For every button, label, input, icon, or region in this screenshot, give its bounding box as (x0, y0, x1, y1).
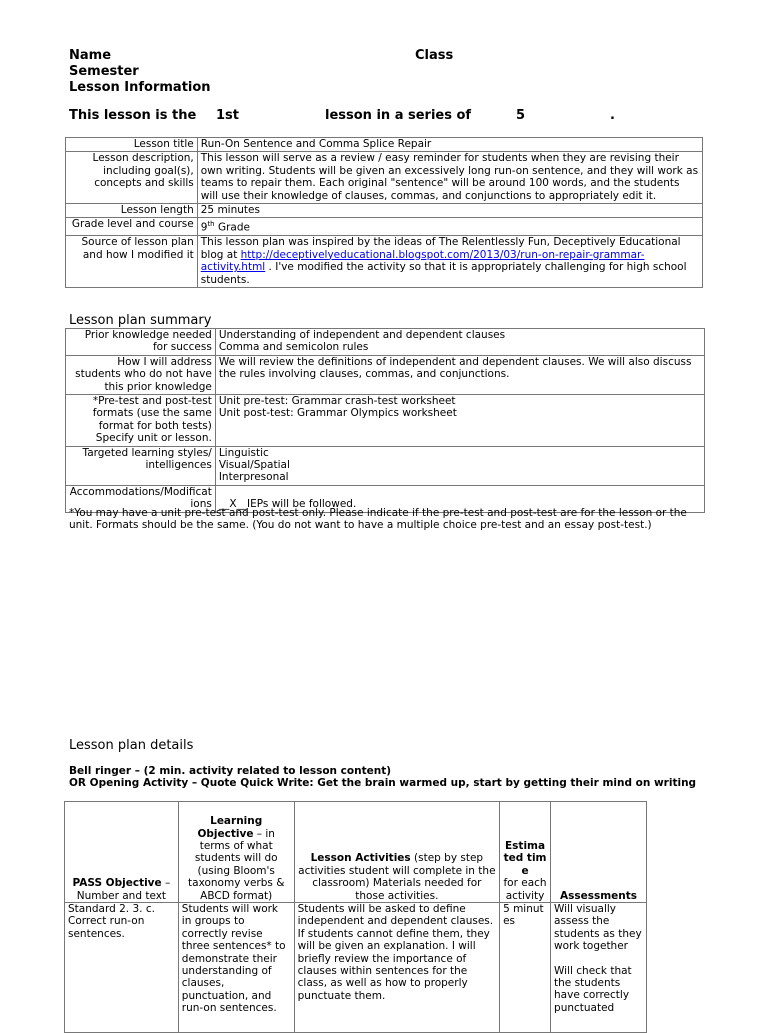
summary-table (65, 328, 705, 513)
lesson-information-heading: Lesson Information (69, 80, 211, 95)
row-pass-objective: Standard 2. 3. c. Correct run-on sentences. (65, 903, 179, 1033)
tests-value (215, 395, 704, 447)
grade-number: 9 (200, 221, 208, 234)
prior-knowledge-line: Comma and semicolon rules (218, 341, 369, 354)
source-intro: This lesson plan was inspired by the ideas of The Relentlessly Fun, Deceptively Educational blog at (200, 236, 681, 261)
post-test-line: Unit post-test: Grammar Olympics worksheet (218, 407, 457, 420)
address-knowledge-value: We will review the definitions of independent and dependent clauses. We will also discuss the rules involving clauses, commas, and conjunctions. (215, 355, 704, 394)
col-act-title: Lesson Activities (310, 852, 411, 865)
source-label: Source of lesson plan and how I modified it (66, 236, 198, 288)
table-row (66, 329, 705, 356)
prior-knowledge-label: Prior knowledge needed for success (66, 329, 216, 356)
table-row (65, 903, 647, 1033)
details-heading: Lesson plan details (69, 738, 194, 753)
source-link[interactable]: http://deceptivelyeducational.blogspot.com/2013/03/run-on-repair-grammar-activity.html (200, 248, 645, 274)
summary-heading: Lesson plan summary (69, 313, 212, 328)
lesson-info-table (65, 137, 703, 288)
grade-suffix: th (207, 220, 215, 229)
col-lesson-activities (294, 802, 499, 903)
bell-ringer-line: Bell ringer – (2 min. activity related to lesson content) (69, 765, 392, 777)
row-assessments (551, 903, 647, 1033)
col-estimated-time (500, 802, 551, 903)
col-act-desc: (step by step activities student will complete in the classroom) Materials needed for those activities. (298, 852, 496, 902)
learning-style-item: Visual/Spatial (218, 459, 290, 472)
grade-level-label: Grade level and course (66, 218, 198, 236)
source-value (197, 236, 702, 288)
table-row (66, 152, 703, 204)
lesson-length-label: Lesson length (66, 204, 198, 218)
grade-level-value (197, 218, 702, 236)
row-lesson-activities: Students will be asked to define independent and dependent clauses. If students cannot define them, they will be given an explanation. I will briefly review the importance of clauses within sentences for the class, as well as how to properly punctuate them. (294, 903, 499, 1033)
col-obj-desc: – in terms of what students will do (using Bloom's taxonomy verbs & ABCD format) (188, 827, 285, 902)
semester-label: Semester (69, 64, 139, 79)
source-modification: . I've modified the activity so that it is appropriately challenging for high school students. (200, 261, 687, 286)
learning-styles-label: Targeted learning styles/ intelligences (66, 446, 216, 485)
summary-footnote: *You may have a unit pre-test and post-test only. Please indicate if the pre-test and post-test are for the lesson or the unit. Formats should be the same. (You do not want to have a multiple choice pre-test and an essay post-test.) (69, 507, 687, 532)
accommodations-label: Accommodations/Modifications (66, 485, 216, 512)
series-number: 1st (216, 108, 239, 123)
series-end: . (610, 108, 615, 123)
row-learning-objective: Students will work in groups to correctly revise three sentences* to demonstrate their understanding of clauses, punctuation, and run-on sentences. (178, 903, 294, 1033)
col-time-title: Estimated time (503, 839, 547, 877)
lesson-length-value: 25 minutes (197, 204, 702, 218)
name-label: Name (69, 48, 112, 63)
col-time-desc: for each activity (503, 877, 547, 902)
class-label: Class (415, 48, 454, 63)
col-learning-objective (178, 802, 294, 903)
table-row (66, 395, 705, 447)
table-row (66, 236, 703, 288)
table-row (66, 138, 703, 152)
lesson-description-label: Lesson description, including goal(s), concepts and skills (66, 152, 198, 204)
bell-ringer-text (69, 765, 699, 790)
prior-knowledge-line: Understanding of independent and dependent clauses (218, 329, 506, 341)
address-knowledge-label: How I will address students who do not have this prior knowledge (66, 355, 216, 394)
col-pass-objective (65, 802, 179, 903)
assessment-item: Will check that the students have correctly punctuated (554, 964, 632, 1014)
pre-test-line: Unit pre-test: Grammar crash-test worksheet (218, 395, 456, 408)
series-middle: lesson in a series of (325, 108, 472, 123)
table-row (66, 204, 703, 218)
series-total: 5 (516, 108, 526, 123)
col-pass-title: PASS Objective (72, 877, 162, 890)
col-assessments: Assessments (551, 802, 647, 903)
assessment-item: Will visually assess the students as they work together (554, 903, 642, 953)
lesson-title-label: Lesson title (66, 138, 198, 152)
series-prefix: This lesson is the (69, 108, 197, 123)
col-pass-sub: Number and text (76, 889, 167, 902)
opening-activity-line: OR Opening Activity – Quote Quick Write: Get the brain warmed up, start by getting their mind on writing (69, 777, 697, 790)
learning-style-item: Linguistic (218, 446, 269, 459)
col-obj-title: Learning Objective (197, 815, 263, 840)
details-table (64, 801, 647, 1033)
table-row (66, 218, 703, 236)
col-pass-dash: – (161, 877, 171, 890)
prior-knowledge-value (215, 329, 704, 356)
table-row (66, 446, 705, 485)
tests-label: *Pre-test and post-test formats (use the same format for both tests) Specify unit or lesson. (66, 395, 216, 447)
lesson-description-value: This lesson will serve as a review / easy reminder for students when they are revising their own writing. Students will be given an excessively long run-on sentence, and they will work as teams to repair them. Each original "sentence" will be around 100 words, and the students will use their knowledge of clauses, commas, and conjunctions to appropriately edit it. (197, 152, 702, 204)
table-header-row (65, 802, 647, 903)
learning-styles-value (215, 446, 704, 485)
table-row (66, 355, 705, 394)
lesson-title-value: Run-On Sentence and Comma Splice Repair (197, 138, 702, 152)
learning-style-item: Interpresonal (218, 471, 289, 484)
grade-rest: Grade (214, 221, 250, 234)
row-estimated-time: 5 minutes (500, 903, 551, 1033)
accommodations-value: __X__IEPs will be followed. (215, 485, 704, 512)
